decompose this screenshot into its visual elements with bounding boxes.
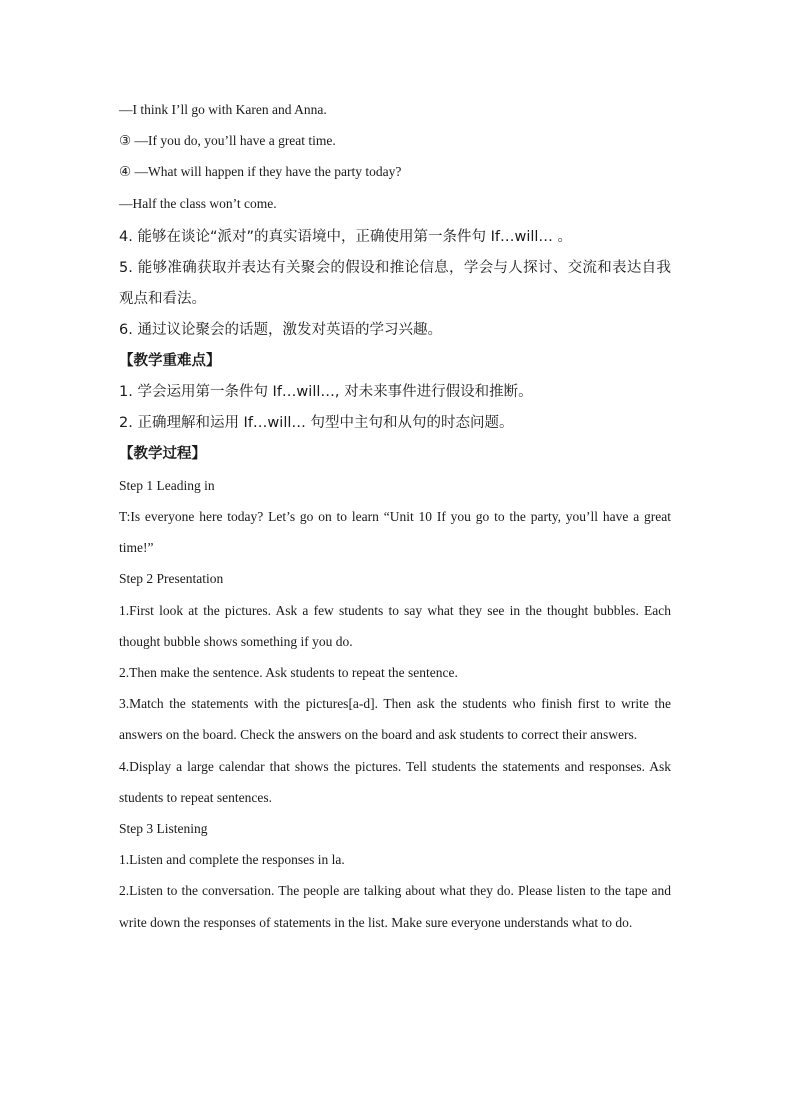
step-2 <box>119 563 671 813</box>
objective-item: 5. 能够准确获取并表达有关聚会的假设和推论信息，学会与人探讨、交流和表达自我观点和看法。 <box>119 259 671 307</box>
key-point-item: 2. 正确理解和运用 If…will… 句型中主句和从句的时态问题。 <box>119 414 514 431</box>
step-item: 2.Listen to the conversation. The people are talking about what they do. Please listen to the tape and write down the responses of statements in the list. Make sure everyone understands what to do. <box>119 883 671 930</box>
objective-item: 6. 通过议论聚会的话题，激发对英语的学习兴趣。 <box>119 321 442 338</box>
objectives-list <box>119 222 671 346</box>
objective-item: 4. 能够在谈论“派对”的真实语境中，正确使用第一条件句 If…will… 。 <box>119 228 573 245</box>
step-title: Step 3 Listening <box>119 821 208 837</box>
step-item: 2.Then make the sentence. Ask students to repeat the sentence. <box>119 665 458 681</box>
section-heading-key-points: 【教学重难点】 <box>119 352 221 369</box>
key-point-item: 1. 学会运用第一条件句 If…will…, 对未来事件进行假设和推断。 <box>119 383 533 400</box>
step-1 <box>119 470 671 564</box>
step-text: T:Is everyone here today? Let’s go on to learn “Unit 10 If you go to the party, you’ll have a great time!” <box>119 509 671 556</box>
step-item: 1.Listen and complete the responses in la. <box>119 852 345 868</box>
step-item: 4.Display a large calendar that shows the pictures. Tell students the statements and responses. Ask students to repeat sentences. <box>119 758 671 805</box>
step-title: Step 1 Leading in <box>119 477 215 493</box>
step-3 <box>119 813 671 938</box>
dialogue-line: —I think I’ll go with Karen and Anna. <box>119 102 327 117</box>
document-page <box>119 94 671 938</box>
dialogue-line: ③ —If you do, you’ll have a great time. <box>119 133 336 149</box>
section-heading-process: 【教学过程】 <box>119 445 206 462</box>
step-item: 3.Match the statements with the pictures[a-d]. Then ask the students who finish first to write the answers on the board. Check the answers on the board and ask students to correct their answers. <box>119 696 671 743</box>
key-points-list <box>119 377 671 439</box>
dialogue-line: ④ —What will happen if they have the party today? <box>119 164 402 180</box>
step-item: 1.First look at the pictures. Ask a few students to say what they see in the thought bubbles. Each thought bubble shows something if you do. <box>119 602 671 649</box>
dialogue-line: —Half the class won’t come. <box>119 195 277 211</box>
dialogue-block <box>119 94 671 219</box>
step-title: Step 2 Presentation <box>119 571 224 587</box>
